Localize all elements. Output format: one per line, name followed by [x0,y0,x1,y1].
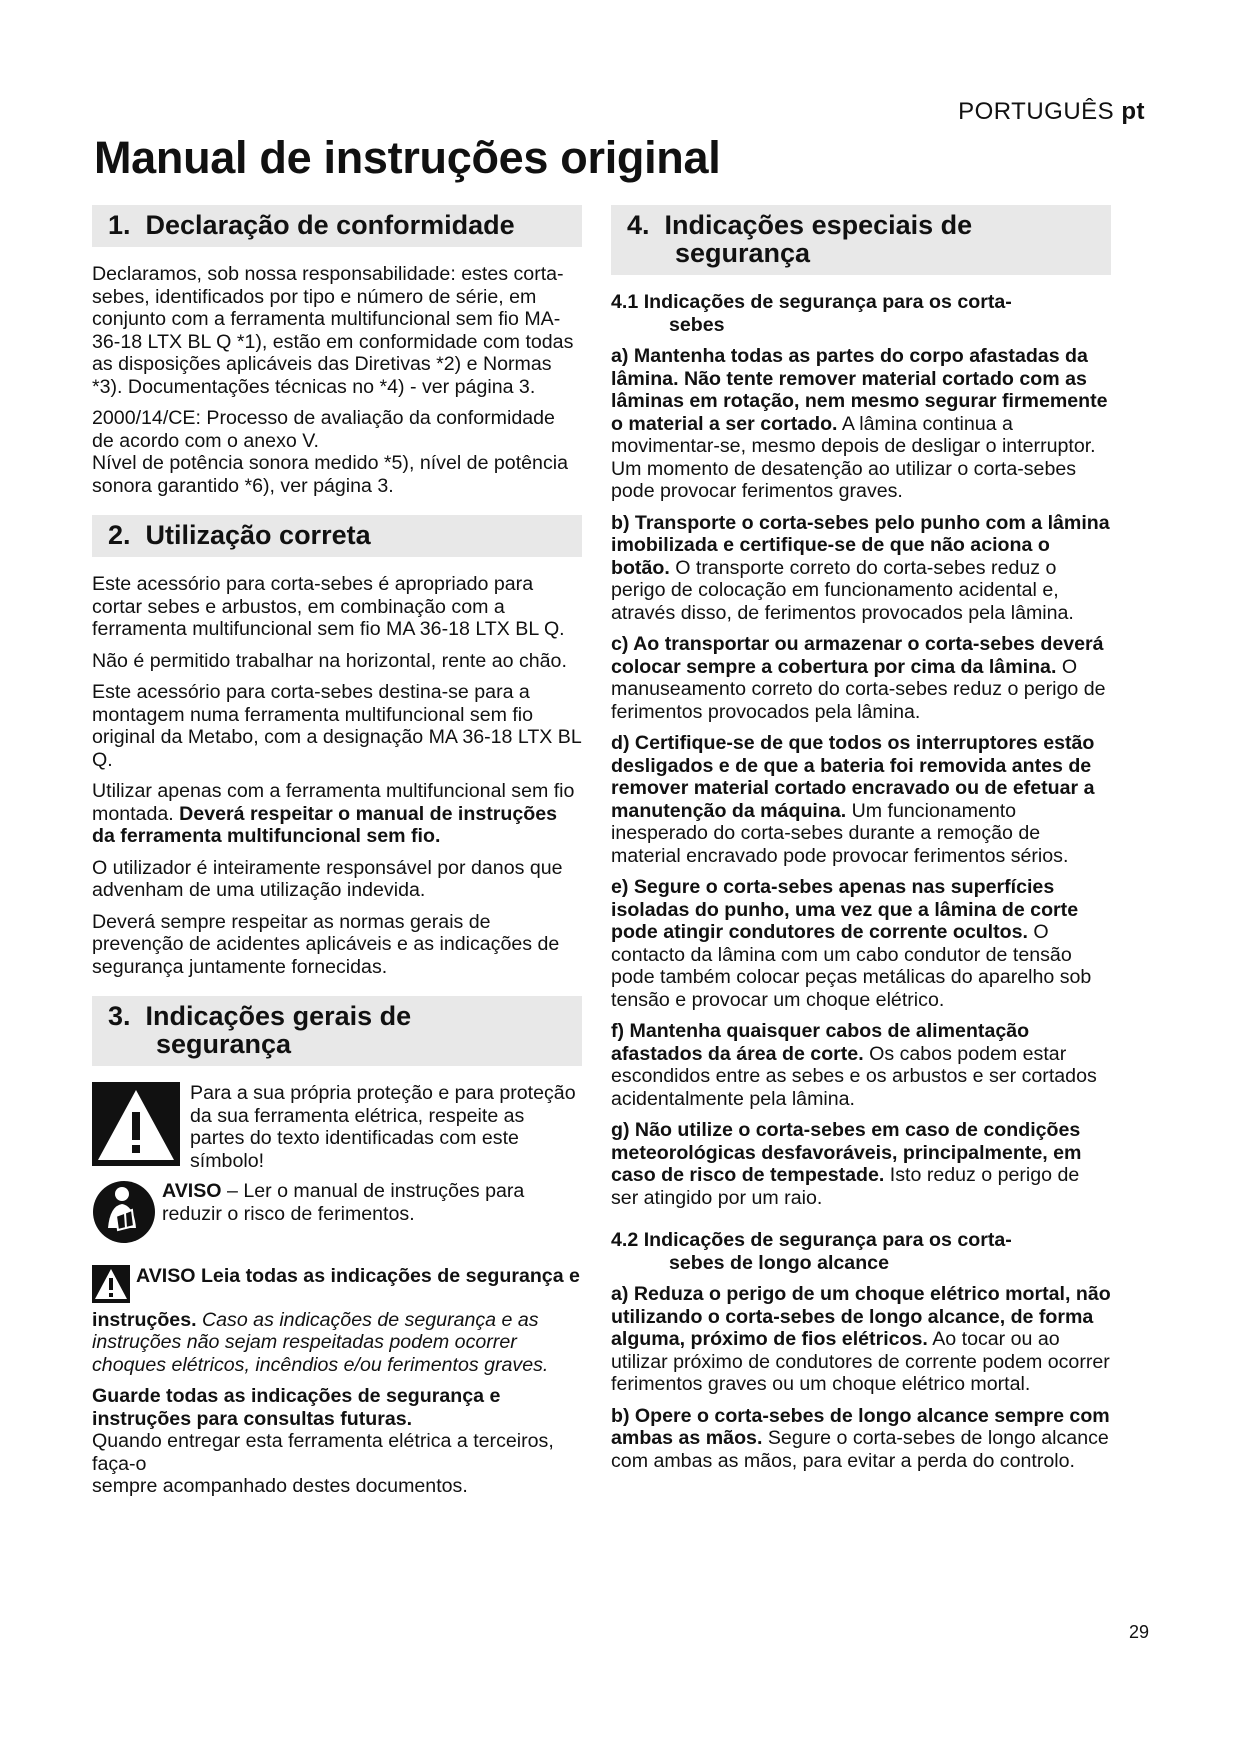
language-label [958,98,1145,126]
aviso-read-all: AVISO Leia todas as indicações de segurança e instruções. Caso as indicações de segurança e as instruções não sejam respeitadas podem ocorrer choques elétricos, incêndios e/ou ferimentos graves. [92,1265,580,1376]
usage-paragraph: O utilizador é inteiramente responsável por danos que advenham de uma utilização indevida. [92,856,563,902]
keep-instructions: Guarde todas as indicações de segurança e instruções para consultas futuras. Quando entregar esta ferramenta elétrica a terceiros, faça-o sempre acompanhado destes documentos. [92,1385,554,1498]
usage-paragraph: Este acessório para corta-sebes é apropriado para cortar sebes e arbustos, em combinação com a ferramenta multifuncional sem fio MA 36-18 LTX BL Q. [92,573,565,641]
section-4-heading [611,205,1111,275]
aviso-manual-note [92,1180,582,1249]
aviso-text: AVISO – Ler o manual de instruções para reduzir o risco de ferimentos. [162,1180,525,1225]
warning-triangle-icon [92,1082,180,1171]
warning-symbol-note [92,1082,582,1172]
usage-paragraph: Utilizar apenas com a ferramenta multifuncional sem fio montada. Deverá respeitar o manual de instruções da ferramenta multifuncional sem fio. [92,780,575,848]
long-reach-item-a: a) Reduza o perigo de um choque elétrico mortal, não utilizando o corta-sebes de longo alcance, de forma alguma, próximo de fios elétricos. Ao tocar ou ao utilizar próximo de condutores de corrente podem ocorrer ferimentos graves ou um choque elétrico mortal. [611,1283,1111,1396]
section-title: Utilização correta [145,520,371,551]
usage-paragraph: Este acessório para corta-sebes destina-se para a montagem numa ferramenta multifuncional sem fio original da Metabo, com a designação MA 36-18 LTX BL Q. [92,681,582,771]
subsection-4-1-heading: 4.1 Indicações de segurança para os corta- sebes [611,291,1012,336]
declaration-paragraph: Declaramos, sob nossa responsabilidade: estes corta-sebes, identificados por tipo e número de série, em conjunto com a ferramenta multifuncional sem fio MA-36-18 LTX BL Q *1), estão em conformidade com todas as disposições aplicáveis das Diretivas *2) e Normas *3). Documentações técnicas no *4) - ver página 3. [92,263,574,398]
long-reach-item-b: b) Opere o corta-sebes de longo alcance sempre com ambas as mãos. Segure o corta-sebes de longo alcance com ambas as mãos, para evitar a perda do controlo. [611,1404,1110,1472]
section-title-cont: segurança [156,1029,292,1060]
page-title: Manual de instruções original [94,132,721,183]
safety-item-d: d) Certifique-se de que todos os interruptores estão desligados e de que a bateria foi removida antes de remover material cortado encravado ou de efetuar a manutenção da máquina. Um funcionamento inesperado do corta-sebes durante a remoção de material encravado pode provocar ferimentos sérios. [611,732,1095,867]
section-1-heading [92,205,582,247]
section-number: 4. [627,210,650,240]
safety-item-a: a) Mantenha todas as partes do corpo afastadas da lâmina. Não tente remover material cortado com as lâminas em rotação, nem mesmo segurar firmemente o material a ser cortado. A lâmina continua a movimentar-se, mesmo depois de desligar o interruptor. Um momento de desatenção ao utilizar o corta-sebes pode provocar ferimentos graves. [611,345,1108,503]
conformity-paragraph: 2000/14/CE: Processo de avaliação da conformidade de acordo com o anexo V. Nível de potência sonora medido *5), nível de potência sonora garantido *6), ver página 3. [92,407,568,497]
section-title: Declaração de conformidade [145,210,515,240]
left-column [92,205,582,1507]
usage-paragraph: Deverá sempre respeitar as normas gerais de prevenção de acidentes aplicáveis e as indicações de segurança juntamente fornecidas. [92,910,560,978]
section-title-cont: segurança [675,238,811,269]
language-name: PORTUGUÊS [958,98,1115,125]
section-number: 2. [108,520,131,551]
symbol-explanation: Para a sua própria proteção e para proteção da sua ferramenta elétrica, respeite as partes do texto identificadas com este símbolo! [190,1082,576,1172]
section-number: 1. [108,210,131,240]
section-3-heading [92,996,582,1066]
right-column [611,205,1111,1481]
safety-item-f: f) Mantenha quaisquer cabos de alimentação afastados da área de corte. Os cabos podem estar escondidos entre as sebes e os arbustos e ser cortados acidentalmente pela lâmina. [611,1020,1097,1110]
subsection-4-2-heading: 4.2 Indicações de segurança para os corta- sebes de longo alcance [611,1229,1012,1274]
section-number: 3. [108,1001,131,1032]
section-title: Indicações especiais de [664,210,973,240]
safety-item-c: c) Ao transportar ou armazenar o corta-sebes deverá colocar sempre a cobertura por cima da lâmina. O manuseamento correto do corta-sebes reduz o perigo de ferimentos provocados pela lâmina. [611,633,1106,723]
usage-paragraph: Não é permitido trabalhar na horizontal, rente ao chão. [92,649,567,672]
page-number: 29 [1128,1622,1149,1642]
safety-item-e: e) Segure o corta-sebes apenas nas superfícies isoladas do punho, uma vez que a lâmina de corte pode atingir condutores de corrente ocultos. O contacto da lâmina com um cabo condutor de tensão pode também colocar peças metálicas do aparelho sob tensão e provocar um choque elétrico. [611,876,1092,1011]
safety-item-b: b) Transporte o corta-sebes pelo punho com a lâmina imobilizada e certifique-se de que não aciona o botão. O transporte correto do corta-sebes reduz o perigo de colocação em funcionamento acidental e, através disso, de ferimentos provocados pela lâmina. [611,511,1110,624]
warning-triangle-small-icon [92,1265,130,1309]
read-manual-icon [92,1180,156,1249]
safety-item-g: g) Não utilize o corta-sebes em caso de condições meteorológicas desfavoráveis, principalmente, em caso de risco de tempestade. Isto reduz o perigo de ser atingido por um raio. [611,1119,1082,1209]
language-code: pt [1121,98,1145,125]
section-title: Indicações gerais de [145,1001,412,1032]
section-2-heading [92,515,582,557]
